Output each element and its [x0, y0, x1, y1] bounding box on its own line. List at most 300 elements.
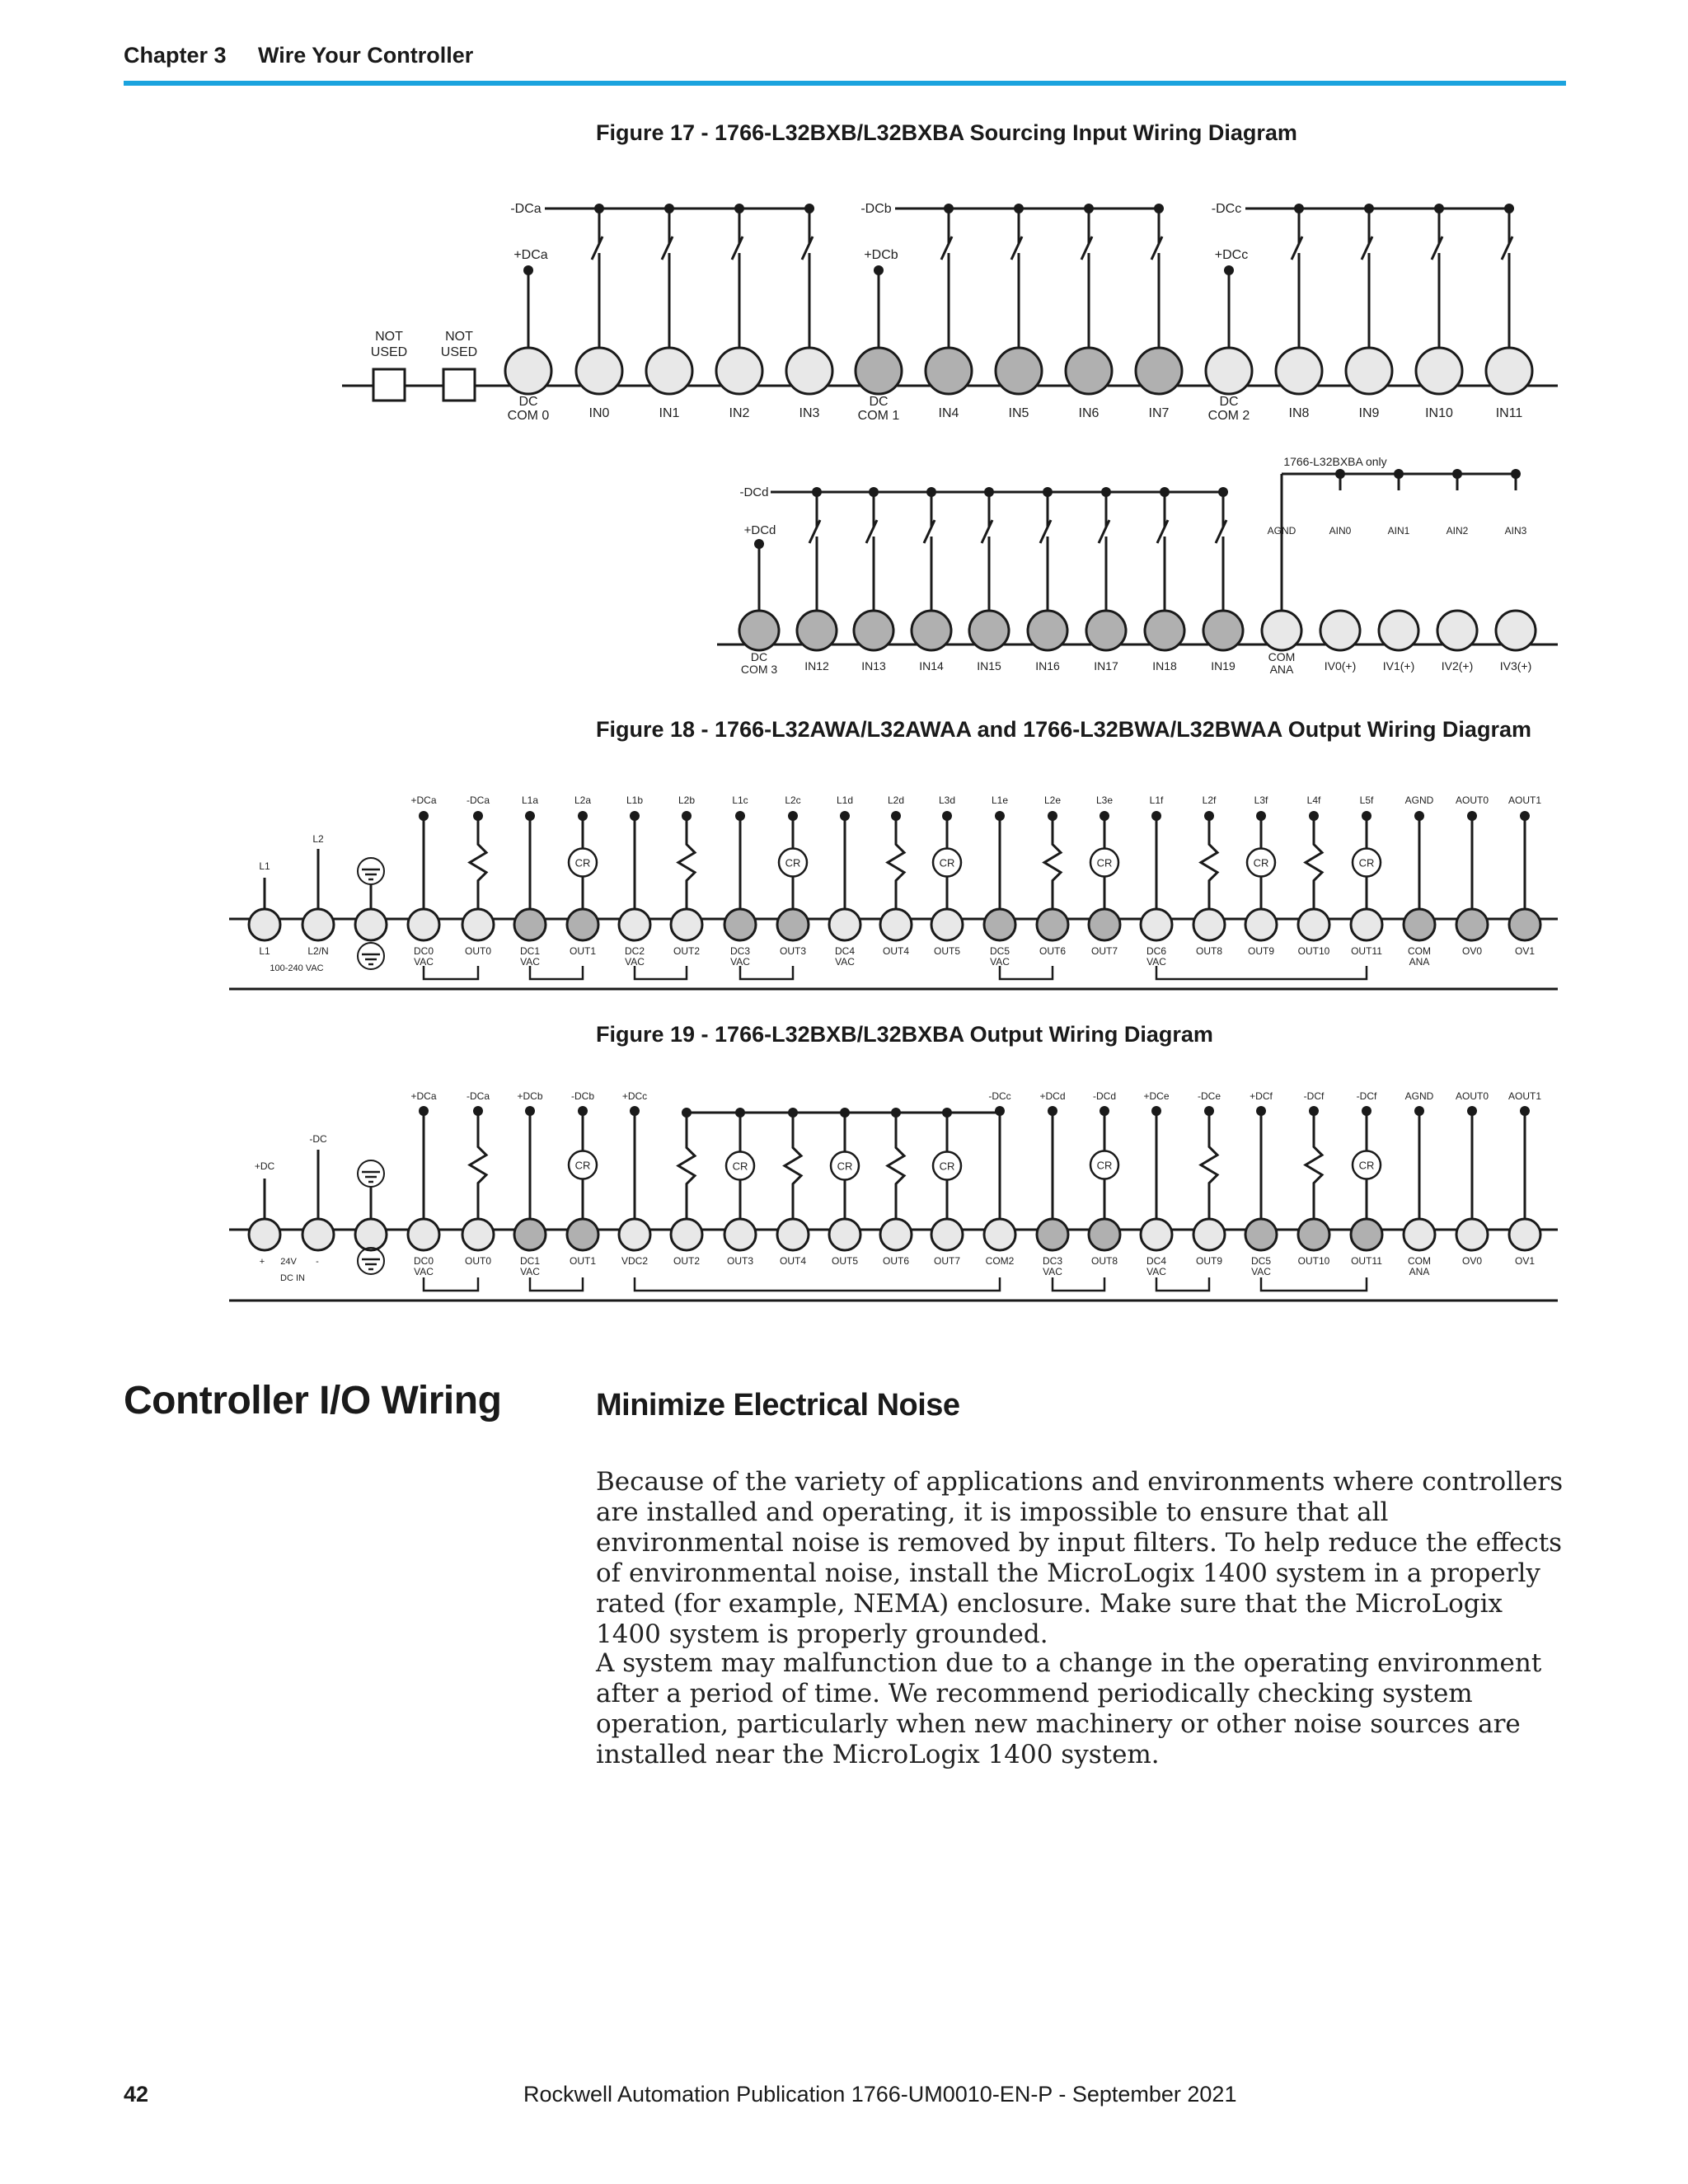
output-terminal	[1404, 1219, 1435, 1250]
not-used-label: NOT	[375, 330, 403, 344]
output-terminal	[671, 1219, 702, 1250]
switch-contact	[1292, 237, 1302, 260]
paragraph-2: A system may malfunction due to a change in the operating environment after a period of time. We recommend periodically checking system operation, particularly when new machinery or other noise sources are installed near the MicroLogix 1400 system.	[596, 1648, 1542, 1769]
output-terminal	[1351, 909, 1382, 940]
input-terminal	[1346, 348, 1392, 394]
output-top-label: L2c	[785, 794, 801, 806]
output-top-label: L3e	[1095, 794, 1114, 806]
terminal-label: IN6	[1078, 406, 1100, 420]
terminal-label: DC4	[834, 945, 856, 957]
terminal-label: VAC	[625, 956, 645, 968]
figure-18-title: Figure 18 - 1766-L32AWA/L32AWAA and 1766-L32BWA/L32BWAA Output Wiring Diagram	[596, 717, 1531, 742]
relay-label: CR	[1358, 1159, 1375, 1172]
relay-label: CR	[1253, 856, 1269, 869]
bus-label: -DCb	[860, 202, 892, 216]
terminal-label: OV1	[1514, 1255, 1536, 1267]
terminal-label: DC6	[1146, 945, 1167, 957]
terminal-label: OUT6	[882, 1255, 910, 1267]
output-terminal	[984, 909, 1015, 940]
relay-label: CR	[785, 856, 801, 869]
terminal-label: IN8	[1288, 406, 1310, 420]
input-terminal	[1276, 348, 1322, 394]
input-terminal	[1136, 348, 1182, 394]
terminal-label: VAC	[414, 956, 434, 968]
terminal-label: COM 1	[857, 409, 900, 423]
terminal-label: IN9	[1358, 406, 1380, 420]
input-terminal	[1145, 611, 1184, 650]
switch-contact	[1502, 237, 1512, 260]
terminal-label: OUT0	[464, 945, 492, 957]
terminal-label: COM2	[985, 1255, 1015, 1267]
terminal-label: VAC	[1146, 956, 1166, 968]
switch-contact	[1011, 237, 1022, 260]
load-symbol	[1306, 816, 1322, 909]
figure-17-title: Figure 17 - 1766-L32BXB/L32BXBA Sourcing Input Wiring Diagram	[596, 120, 1297, 145]
common-jumper	[424, 1277, 478, 1291]
terminal-label: OUT6	[1039, 945, 1067, 957]
unused-terminal	[443, 369, 475, 401]
analog-label: AIN2	[1446, 525, 1469, 537]
terminal-label: OUT5	[933, 945, 961, 957]
output-terminal	[249, 1219, 280, 1250]
output-terminal	[777, 1219, 809, 1250]
section-heading: Controller I/O Wiring	[124, 1379, 502, 1422]
terminal-label: OUT9	[1247, 945, 1275, 957]
terminal-label: IV1(+)	[1382, 659, 1415, 673]
output-top-label: L1a	[521, 794, 539, 806]
terminal-label: IV2(+)	[1441, 659, 1474, 673]
output-top-label: +DCb	[517, 1090, 543, 1102]
terminal-label: IN5	[1008, 406, 1029, 420]
terminal-label: DC3	[1042, 1255, 1063, 1267]
switch-contact	[809, 520, 820, 543]
common-jumper	[424, 966, 478, 979]
terminal-label: IN1	[659, 406, 680, 420]
terminal-label: COM 0	[507, 409, 550, 423]
output-terminal	[567, 909, 598, 940]
output-terminal	[1509, 909, 1540, 940]
input-terminal	[854, 611, 893, 650]
terminal-label: OUT2	[673, 945, 701, 957]
output-terminal	[1298, 1219, 1329, 1250]
figure-19-diagram	[0, 1080, 1688, 1310]
terminal-label: VAC	[1146, 1266, 1166, 1277]
common-jumper	[1053, 1277, 1104, 1291]
output-terminal	[984, 1219, 1015, 1250]
output-terminal	[1089, 909, 1120, 940]
publication-info: Rockwell Automation Publication 1766-UM0010-EN-P - September 2021	[523, 2082, 1237, 2107]
terminal-label: OUT4	[882, 945, 910, 957]
load-symbol	[678, 816, 695, 909]
output-terminal	[302, 1219, 334, 1250]
switch-contact	[924, 520, 935, 543]
terminal-label: OUT11	[1351, 1255, 1382, 1267]
terminal-label: DC3	[729, 945, 751, 957]
load-symbol	[1044, 816, 1061, 909]
terminal-label: OUT3	[779, 945, 807, 957]
output-terminal	[462, 1219, 494, 1250]
relay-label: CR	[574, 856, 591, 869]
terminal-label: IN18	[1152, 659, 1177, 673]
output-top-label: L2e	[1043, 794, 1062, 806]
common-jumper	[1261, 1277, 1367, 1291]
output-terminal	[355, 1219, 387, 1250]
terminal-label: IN15	[977, 659, 1001, 673]
terminal-label: OV1	[1514, 945, 1536, 957]
switch-contact	[662, 237, 673, 260]
output-top-label: AOUT1	[1507, 794, 1542, 806]
output-terminal	[514, 909, 546, 940]
input-terminal	[1206, 348, 1252, 394]
load-symbol	[888, 816, 904, 909]
input-terminal	[1496, 611, 1536, 650]
output-terminal	[1193, 909, 1225, 940]
terminal-label: OUT1	[569, 945, 597, 957]
terminal-label: IN11	[1495, 406, 1523, 420]
output-terminal	[408, 1219, 439, 1250]
output-terminal	[880, 1219, 912, 1250]
input-terminal	[1379, 611, 1418, 650]
relay-label: CR	[1096, 856, 1113, 869]
not-used-label: USED	[370, 345, 408, 359]
output-top-label: -DCa	[466, 794, 490, 806]
terminal-label: L1	[259, 945, 270, 957]
relay-label: CR	[1358, 856, 1375, 869]
relay-label: CR	[732, 1160, 748, 1173]
terminal-label: OUT1	[569, 1255, 597, 1267]
terminal-label: OUT11	[1351, 945, 1382, 957]
output-terminal	[777, 909, 809, 940]
output-top-label: L2b	[678, 794, 696, 806]
output-top-label: L1b	[626, 794, 644, 806]
terminal-label: COM	[1408, 945, 1431, 957]
input-terminal	[926, 348, 972, 394]
switch-contact	[1151, 237, 1162, 260]
output-terminal	[462, 909, 494, 940]
switch-contact	[592, 237, 603, 260]
paragraph-1: Because of the variety of applications and environments where controllers are installed and operating, it is impossible to ensure that all environmental noise is removed by input filters. To help reduce the effects of environmental noise, install the MicroLogix 1400 system in a properly rated (for example, NEMA) enclosure. Make sure that the MicroLogix 1400 system is properly grounded.	[596, 1467, 1564, 1649]
terminal-label: ANA	[1409, 1266, 1430, 1277]
terminal-label: VAC	[1043, 1266, 1062, 1277]
output-top-label: L2d	[887, 794, 905, 806]
terminal-label: OUT4	[779, 1255, 807, 1267]
bus-label: -DCc	[1211, 202, 1242, 216]
output-top-label: +DCa	[410, 1090, 437, 1102]
load-symbol	[1201, 1111, 1217, 1219]
bus-label: -DCd	[739, 485, 769, 499]
terminal-label: IN12	[804, 659, 829, 673]
terminal-label: DC0	[413, 945, 434, 957]
output-terminal	[724, 1219, 756, 1250]
output-top-label: L1d	[836, 794, 854, 806]
terminal-label: DC	[518, 395, 538, 409]
terminal-label: OUT7	[933, 1255, 961, 1267]
output-terminal	[931, 1219, 963, 1250]
input-terminal	[912, 611, 951, 650]
output-terminal	[829, 1219, 860, 1250]
output-top-label: L1e	[991, 794, 1009, 806]
common-jumper	[530, 1277, 583, 1291]
output-terminal	[1245, 909, 1277, 940]
supply-label: +DCb	[864, 248, 898, 262]
chapter-title: Wire Your Controller	[258, 43, 474, 68]
common-jumper	[530, 966, 583, 979]
terminal-label: DC5	[1250, 1255, 1272, 1267]
terminal-label: VAC	[835, 956, 855, 968]
load-symbol	[470, 816, 486, 909]
output-terminal	[302, 909, 334, 940]
terminal-label: DC5	[989, 945, 1010, 957]
terminal-label: OUT0	[464, 1255, 492, 1267]
figure-18-diagram	[0, 775, 1688, 997]
input-terminal	[505, 348, 551, 394]
common-jumper	[635, 1277, 1000, 1291]
analog-label: AGND	[1267, 525, 1296, 537]
relay-label: CR	[837, 1160, 853, 1173]
terminal-label: DC2	[624, 945, 645, 957]
output-top-label: +DCa	[410, 794, 437, 806]
terminal-label: COM	[1408, 1255, 1431, 1267]
relay-label: CR	[939, 856, 955, 869]
output-top-label: -DCf	[1356, 1090, 1377, 1102]
input-terminal	[1486, 348, 1532, 394]
terminal-label: OUT8	[1195, 945, 1223, 957]
output-top-label: -DCf	[1303, 1090, 1325, 1102]
output-top-label: -DCe	[1197, 1090, 1221, 1102]
output-terminal	[1456, 1219, 1488, 1250]
input-terminal	[996, 348, 1042, 394]
power-label: +DC	[254, 1160, 275, 1172]
terminal-label: VDC2	[621, 1255, 649, 1267]
input-terminal	[797, 611, 837, 650]
output-top-label: -DCb	[570, 1090, 595, 1102]
not-used-label: USED	[440, 345, 478, 359]
input-terminal	[786, 348, 832, 394]
output-terminal	[619, 1219, 650, 1250]
terminal-label: IN7	[1148, 406, 1170, 420]
page-number: 42	[124, 2082, 149, 2107]
terminal-label: IN16	[1035, 659, 1060, 673]
supply-note: DC IN	[280, 1273, 305, 1283]
switch-contact	[1081, 237, 1092, 260]
terminal-label: OV0	[1461, 945, 1483, 957]
figure-19-title: Figure 19 - 1766-L32BXB/L32BXBA Output Wiring Diagram	[596, 1022, 1213, 1047]
output-top-label: L3d	[938, 794, 956, 806]
output-top-label: L2f	[1202, 794, 1217, 806]
output-terminal	[1509, 1219, 1540, 1250]
terminal-label: VAC	[520, 956, 540, 968]
switch-contact	[1216, 520, 1226, 543]
terminal-label: VAC	[730, 956, 750, 968]
output-terminal	[1245, 1219, 1277, 1250]
output-terminal	[408, 909, 439, 940]
supply-label: +DCd	[743, 523, 776, 537]
terminal-label: ANA	[1269, 663, 1294, 676]
output-terminal	[1193, 1219, 1225, 1250]
input-terminal	[1262, 611, 1301, 650]
output-top-label: +DCe	[1143, 1090, 1170, 1102]
terminal-label: DC1	[519, 1255, 541, 1267]
common-jumper	[1000, 966, 1053, 979]
terminal-label: L2/N	[307, 945, 329, 957]
output-terminal	[567, 1219, 598, 1250]
terminal-label: IN10	[1425, 406, 1453, 420]
input-terminal	[856, 348, 902, 394]
terminal-label: IN2	[729, 406, 750, 420]
output-top-label: AGND	[1404, 1090, 1434, 1102]
input-terminal	[969, 611, 1009, 650]
unused-terminal	[373, 369, 405, 401]
terminal-label: OUT8	[1090, 1255, 1118, 1267]
output-terminal	[880, 909, 912, 940]
power-label: L1	[259, 860, 270, 872]
load-symbol	[1201, 816, 1217, 909]
terminal-label: VAC	[414, 1266, 434, 1277]
output-terminal	[1089, 1219, 1120, 1250]
switch-contact	[866, 520, 877, 543]
output-top-label: L4f	[1306, 794, 1321, 806]
terminal-label: IV3(+)	[1499, 659, 1532, 673]
terminal-label: DC	[869, 395, 889, 409]
terminal-label: OUT9	[1195, 1255, 1223, 1267]
common-jumper	[1156, 1277, 1209, 1291]
terminal-label: DC0	[413, 1255, 434, 1267]
common-jumper	[635, 966, 687, 979]
not-used-label: NOT	[445, 330, 473, 344]
terminal-label: OV0	[1461, 1255, 1483, 1267]
output-terminal	[1298, 909, 1329, 940]
input-terminal	[1437, 611, 1477, 650]
output-terminal	[1141, 909, 1172, 940]
terminal-label: IV0(+)	[1324, 659, 1357, 673]
terminal-label: IN17	[1094, 659, 1118, 673]
terminal-label: OUT10	[1297, 945, 1330, 957]
terminal-label: DC	[1219, 395, 1239, 409]
output-top-label: AOUT1	[1507, 1090, 1542, 1102]
power-label: L2	[312, 833, 324, 845]
terminal-label: IN13	[861, 659, 886, 673]
analog-label: AIN0	[1329, 525, 1352, 537]
output-top-label: -DCa	[466, 1090, 490, 1102]
input-terminal	[1066, 348, 1112, 394]
output-terminal	[619, 909, 650, 940]
figure-17-diagram	[0, 0, 1688, 709]
output-top-label: L1c	[732, 794, 748, 806]
relay-label: CR	[939, 1160, 955, 1173]
output-top-label: L2a	[574, 794, 592, 806]
switch-contact	[941, 237, 952, 260]
input-terminal	[739, 611, 779, 650]
switch-contact	[1157, 520, 1168, 543]
common-jumper	[740, 966, 793, 979]
terminal-label: OUT7	[1090, 945, 1118, 957]
analog-note: 1766-L32BXBA only	[1283, 455, 1387, 468]
output-terminal	[931, 909, 963, 940]
output-top-label: +DCc	[621, 1090, 648, 1102]
relay-label: CR	[1096, 1159, 1113, 1172]
output-top-label: L1f	[1149, 794, 1164, 806]
terminal-label: COM 2	[1207, 409, 1250, 423]
output-terminal	[1141, 1219, 1172, 1250]
input-terminal	[1028, 611, 1067, 650]
terminal-label: IN0	[588, 406, 610, 420]
load-symbol	[470, 1111, 486, 1219]
terminal-label: OUT10	[1297, 1255, 1330, 1267]
output-terminal	[355, 909, 387, 940]
output-terminal	[1037, 909, 1068, 940]
output-top-label: L5f	[1359, 794, 1374, 806]
input-terminal	[1203, 611, 1243, 650]
input-terminal	[646, 348, 692, 394]
terminal-label: VAC	[990, 956, 1010, 968]
supply-label: +DCc	[1214, 248, 1249, 262]
input-terminal	[1416, 348, 1462, 394]
load-symbol	[785, 1113, 801, 1219]
terminal-label: OUT5	[831, 1255, 859, 1267]
terminal-label: DC4	[1146, 1255, 1167, 1267]
subsection-heading: Minimize Electrical Noise	[596, 1388, 960, 1422]
supply-note: -	[316, 1257, 319, 1267]
input-terminal	[576, 348, 622, 394]
common-jumper	[1156, 966, 1367, 979]
output-terminal	[724, 909, 756, 940]
output-top-label: AOUT0	[1455, 1090, 1489, 1102]
output-top-label: -DCc	[988, 1090, 1011, 1102]
output-terminal	[829, 909, 860, 940]
input-terminal	[716, 348, 762, 394]
output-terminal	[1037, 1219, 1068, 1250]
switch-contact	[982, 520, 992, 543]
output-top-label: +DCd	[1039, 1090, 1066, 1102]
load-symbol	[678, 1113, 695, 1219]
input-terminal	[1320, 611, 1360, 650]
output-terminal	[671, 909, 702, 940]
output-terminal	[249, 909, 280, 940]
terminal-label: OUT2	[673, 1255, 701, 1267]
terminal-label: IN4	[938, 406, 959, 420]
supply-note: 100-240 VAC	[270, 963, 324, 973]
switch-contact	[1040, 520, 1051, 543]
load-symbol	[888, 1113, 904, 1219]
terminal-label: VAC	[520, 1266, 540, 1277]
switch-contact	[1362, 237, 1372, 260]
terminal-label: ANA	[1409, 956, 1430, 968]
bus-label: -DCa	[510, 202, 542, 216]
terminal-label: DC1	[519, 945, 541, 957]
output-top-label: +DCf	[1250, 1090, 1273, 1102]
output-terminal	[514, 1219, 546, 1250]
chapter-label: Chapter 3	[124, 43, 227, 68]
output-terminal	[1404, 909, 1435, 940]
output-terminal	[1456, 909, 1488, 940]
load-symbol	[1306, 1111, 1322, 1219]
supply-note: +	[259, 1257, 265, 1267]
relay-label: CR	[574, 1159, 591, 1172]
switch-contact	[1099, 520, 1109, 543]
supply-label: +DCa	[513, 248, 548, 262]
switch-contact	[1432, 237, 1442, 260]
supply-note: 24V	[280, 1257, 297, 1267]
analog-label: AIN3	[1504, 525, 1527, 537]
input-terminal	[1086, 611, 1126, 650]
analog-label: AIN1	[1387, 525, 1410, 537]
output-top-label: -DCd	[1092, 1090, 1117, 1102]
terminal-label: IN19	[1211, 659, 1236, 673]
output-terminal	[1351, 1219, 1382, 1250]
terminal-label: COM	[1268, 650, 1296, 663]
terminal-label: COM 3	[740, 663, 778, 676]
output-top-label: AGND	[1404, 794, 1434, 806]
